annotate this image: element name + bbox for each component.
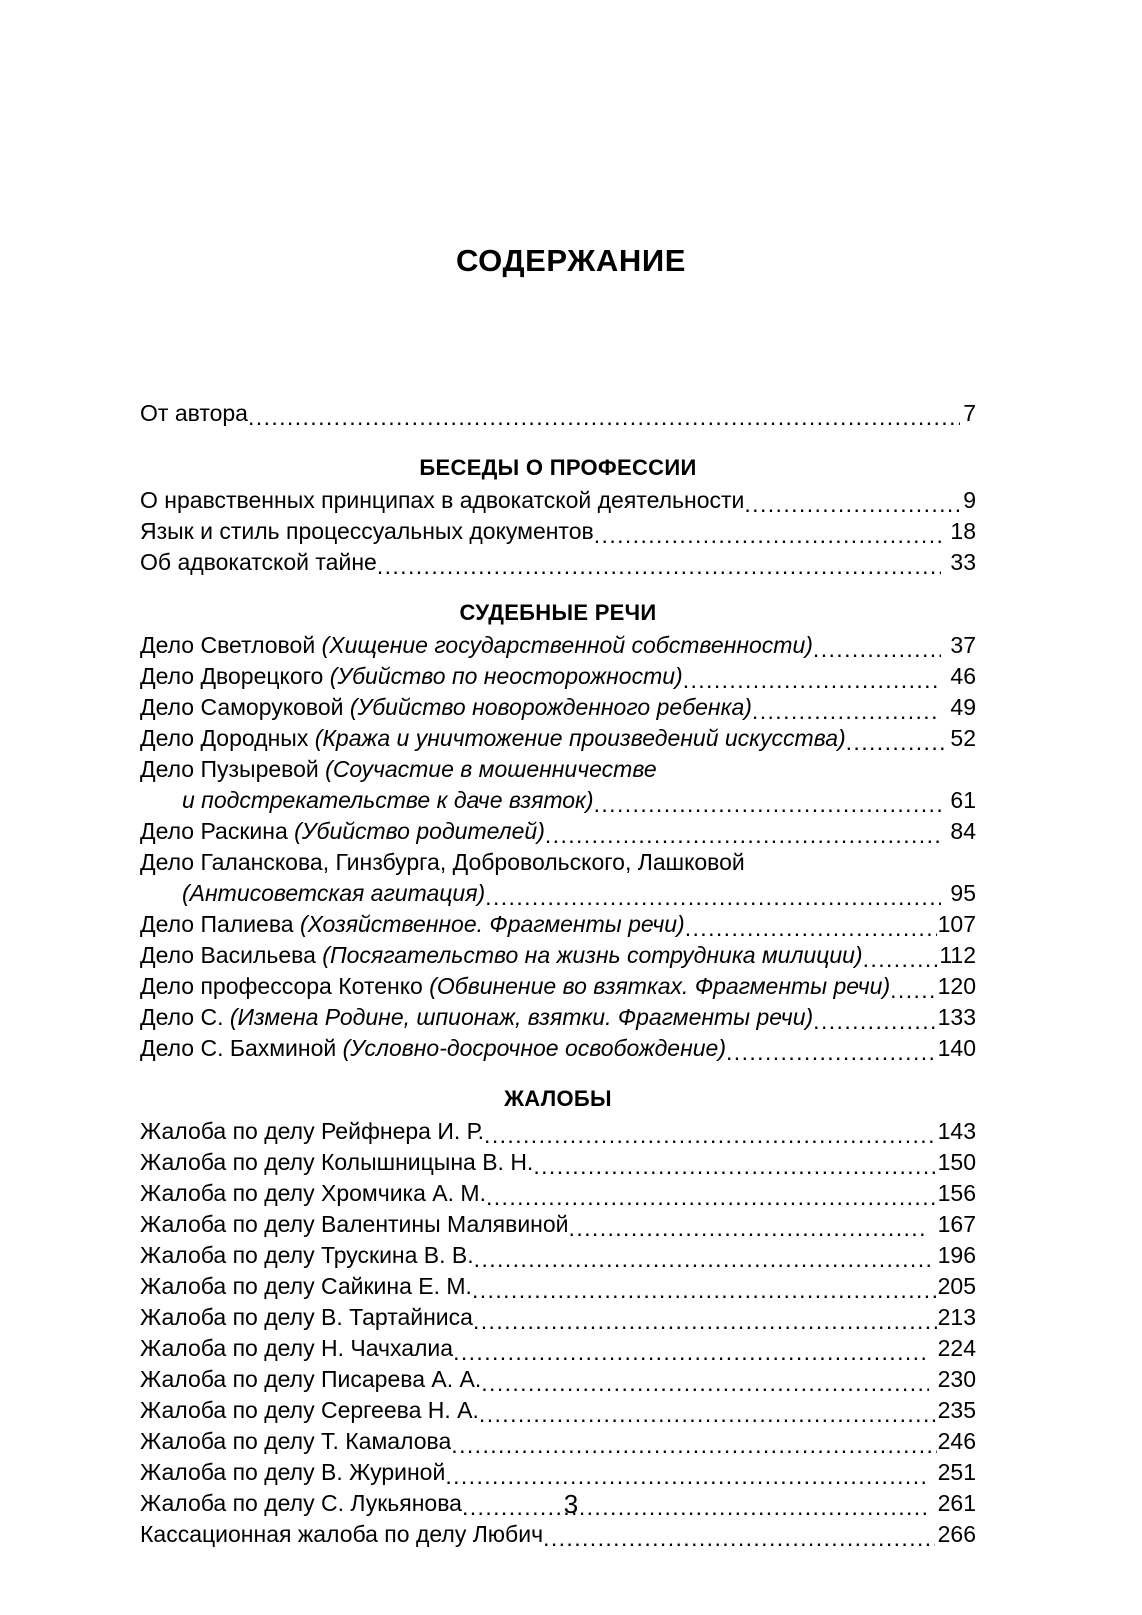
dot-leader [377, 555, 942, 578]
toc-entry-label [140, 909, 685, 940]
toc-entry[interactable] [140, 754, 976, 785]
toc-entry[interactable] [140, 1116, 976, 1147]
page-title: СОДЕРЖАНИЕ [455, 243, 687, 278]
toc-entry-title: Дело Светловой [140, 632, 322, 658]
toc-entry-title: О нравственных принципах в адвокатской деятельности [140, 487, 745, 513]
toc-entry-subtitle: (Хозяйственное. Фрагменты речи) [300, 911, 685, 937]
toc-entry-title: Дело Пузыревой [140, 756, 326, 782]
toc-entry-title: Жалоба по делу Валентины Малявиной [140, 1211, 569, 1237]
toc-entry-title: Дело Дворецкого [140, 663, 330, 689]
dot-leader [545, 824, 942, 847]
toc-entry[interactable] [140, 485, 976, 516]
toc-entry[interactable] [140, 516, 976, 547]
toc-entry[interactable] [140, 1209, 976, 1240]
toc-entry[interactable] [140, 909, 976, 940]
dot-leader [846, 731, 950, 754]
toc-entry-page-number: 37 [950, 632, 976, 658]
toc-entry-title: Дело С. Бахминой [140, 1035, 343, 1061]
toc-entry-page-number: 49 [950, 694, 976, 720]
toc-entry[interactable] [140, 398, 976, 429]
toc-entry-page-number: 33 [950, 549, 976, 575]
toc-entry-title: Дело Саморуковой [140, 694, 350, 720]
toc-entry-title: Жалоба по делу В. Тартайниса [140, 1304, 473, 1330]
toc-entry-page-number: 261 [937, 1490, 976, 1516]
dot-leader [484, 1124, 935, 1147]
toc-entry-label [140, 1395, 479, 1426]
toc-entry-title: Жалоба по делу Т. Камалова [140, 1428, 452, 1454]
toc-entry[interactable] [140, 1033, 976, 1064]
toc-entry-subtitle: (Убийство родителей) [294, 818, 545, 844]
toc-entry-title: Жалоба по делу Колышницына В. Н. [140, 1149, 534, 1175]
toc-entry-title: Дело Раскина [140, 818, 295, 844]
toc-entry[interactable] [140, 1364, 976, 1395]
toc-entry-page-number: 266 [937, 1521, 976, 1547]
toc-entry-page-number: 120 [937, 973, 976, 999]
toc-entry-label [140, 485, 744, 516]
toc-entry-page-number: 150 [937, 1149, 976, 1175]
toc-entry[interactable] [140, 1426, 976, 1457]
toc-entry[interactable] [140, 785, 976, 816]
toc-entry-page-number: 246 [937, 1428, 976, 1454]
toc-entry-label [140, 1002, 813, 1033]
toc-entry-title: Жалоба по делу Сергеева Н. А. [140, 1397, 479, 1423]
toc-entry[interactable] [140, 1240, 976, 1271]
toc-entry-page-number: 205 [937, 1273, 976, 1299]
toc-entry-page-number: 133 [937, 1004, 976, 1030]
toc-entry-page-number: 61 [950, 787, 976, 813]
dot-leader [569, 1217, 929, 1240]
toc-entry[interactable] [140, 1457, 976, 1488]
toc-entry-label [140, 940, 863, 971]
dot-leader [472, 1279, 937, 1302]
toc-entry-title: Жалоба по делу В. Журиной [140, 1459, 446, 1485]
toc-entry-label [140, 547, 377, 578]
dot-leader [813, 1010, 936, 1033]
toc-entry[interactable] [140, 847, 976, 878]
toc-entry-title: Жалоба по делу Писарева А. А. [140, 1366, 482, 1392]
toc-entry-subtitle: (Обвинение во взятках. Фрагменты речи) [429, 973, 891, 999]
dot-leader [813, 638, 942, 661]
toc-entry-page-number: 230 [937, 1366, 976, 1392]
toc-entry-title: Дело Васильева [140, 942, 323, 968]
toc-entry-title: Жалоба по делу Хромчика А. М. [140, 1180, 486, 1206]
toc-entry-label [140, 1364, 481, 1395]
toc-entry-label [140, 516, 594, 547]
toc-entry-title: Жалоба по делу Рейфнера И. Р. [140, 1118, 485, 1144]
toc-entry[interactable] [140, 1178, 976, 1209]
toc-entry-page-number: 224 [937, 1335, 976, 1361]
toc-entry-label [182, 878, 485, 909]
toc-entry-title: Дело С. [140, 1004, 230, 1030]
toc-entry-page-number: 9 [963, 487, 976, 513]
toc-entry-label [140, 692, 752, 723]
toc-entry-title: Жалоба по делу С. Лукьянова [140, 1490, 462, 1516]
toc-entry-label [140, 1457, 445, 1488]
toc-entry-subtitle: (Измена Родине, шпионаж, взятки. Фрагменты речи) [229, 1004, 814, 1030]
dot-leader [890, 979, 937, 1002]
toc-entry-subtitle: и подстрекательстве к даче взяток) [182, 787, 594, 813]
dot-leader [533, 1155, 934, 1178]
toc-entry-subtitle: (Кража и уничтожение произведений искусства) [314, 725, 846, 751]
dot-leader [683, 669, 942, 692]
toc-entry-label [140, 754, 657, 785]
toc-entry[interactable] [140, 816, 976, 847]
toc-entry-title: Язык и стиль процессуальных документов [140, 518, 594, 544]
toc-entry-label [140, 971, 890, 1002]
toc-entry-subtitle: (Убийство новорожденного ребенка) [349, 694, 752, 720]
dot-leader [485, 886, 941, 909]
dot-leader [445, 1465, 928, 1488]
toc-entry-label [140, 1209, 569, 1240]
toc-entry[interactable] [140, 1519, 976, 1550]
toc-entry-page-number: 84 [950, 818, 976, 844]
section-heading: БЕСЕДЫ О ПРОФЕССИИ [419, 455, 697, 480]
dot-leader [752, 700, 942, 723]
dot-leader [594, 524, 942, 547]
toc-entry-page-number: 52 [950, 725, 976, 751]
toc-entry[interactable] [140, 661, 976, 692]
toc-entry[interactable] [140, 1147, 976, 1178]
toc-entry-label [140, 1271, 472, 1302]
toc-entries-container [140, 398, 976, 1550]
toc-entry[interactable] [140, 878, 976, 909]
toc-entry-label [140, 661, 683, 692]
dot-leader [453, 1341, 929, 1364]
toc-entry-subtitle: (Антисоветская агитация) [182, 880, 486, 906]
toc-entry-title: Жалоба по делу Трускина В. В. [140, 1242, 474, 1268]
dot-leader [481, 1372, 928, 1395]
toc-sections [140, 455, 976, 1550]
toc-entry[interactable] [140, 1271, 976, 1302]
toc-entry-title: Дело профессора Котенко [140, 973, 430, 999]
toc-entry[interactable] [140, 1002, 976, 1033]
toc-entry-page-number: 46 [950, 663, 976, 689]
dot-leader [474, 1248, 935, 1271]
toc-entry[interactable] [140, 971, 976, 1002]
toc-entry-label [140, 847, 745, 878]
toc-entry-title: Дело Дородных [140, 725, 315, 751]
toc-entry-page-number: 18 [950, 518, 976, 544]
toc-entry[interactable] [140, 1395, 976, 1426]
toc-entry-subtitle: (Условно-досрочное освобождение) [342, 1035, 726, 1061]
toc-entry-label [140, 1333, 453, 1364]
toc-entry-title: Жалоба по делу Сайкина Е. М. [140, 1273, 472, 1299]
dot-leader [685, 917, 937, 940]
toc-entry-label [140, 630, 813, 661]
dot-leader [594, 793, 942, 816]
dot-leader [486, 1186, 937, 1209]
toc-entry-page-number: 107 [937, 911, 976, 937]
toc-entry-label [140, 1519, 543, 1550]
section-heading: СУДЕБНЫЕ РЕЧИ [459, 600, 657, 625]
dot-leader [744, 493, 962, 516]
section-heading: ЖАЛОБЫ [504, 1086, 612, 1111]
toc-entry-title: Жалоба по делу Н. Чачхалиа [140, 1335, 454, 1361]
toc-entry-subtitle: (Посягательство на жизнь сотрудника милиции) [322, 942, 863, 968]
toc-entry-subtitle: (Хищение государственной собственности) [321, 632, 813, 658]
dot-leader [473, 1310, 937, 1333]
toc-entry-label [140, 1116, 484, 1147]
toc-entry-label [140, 1178, 486, 1209]
toc-entry-page-number: 213 [937, 1304, 976, 1330]
toc-entry-page-number: 196 [937, 1242, 976, 1268]
toc-entry-label [140, 1033, 726, 1064]
toc-entry-title: Об адвокатской тайне [140, 549, 377, 575]
toc-entry[interactable] [140, 1302, 976, 1333]
toc-entry-page-number: 235 [937, 1397, 976, 1423]
toc-entry[interactable] [140, 940, 976, 971]
toc-entry-page-number: 7 [963, 400, 976, 426]
toc-entry-page-number: 112 [939, 942, 976, 968]
toc-entry[interactable] [140, 630, 976, 661]
toc-entry-label: От автора [140, 400, 248, 426]
dot-leader [248, 406, 960, 429]
toc-entry-subtitle: (Соучастие в мошенничестве [325, 756, 657, 782]
toc-entry-title: Дело Палиева [140, 911, 300, 937]
toc-entry[interactable] [140, 1333, 976, 1364]
dot-leader [863, 948, 939, 971]
toc-entry-label [140, 816, 545, 847]
toc-entry-page-number: 143 [937, 1118, 976, 1144]
dot-leader [726, 1041, 937, 1064]
dot-leader [451, 1434, 936, 1457]
toc-entry-subtitle: (Убийство по неосторожности) [329, 663, 683, 689]
toc-entry[interactable] [140, 723, 976, 754]
toc-entry[interactable] [140, 692, 976, 723]
toc-entry-label [140, 1240, 474, 1271]
toc-entry-title: Дело Галанскова, Гинзбурга, Добровольского, Лашковой [140, 849, 745, 875]
dot-leader [479, 1403, 937, 1426]
toc-entry-label [140, 1147, 533, 1178]
toc-entry-label [140, 1302, 473, 1333]
toc-entry-label [140, 1426, 451, 1457]
toc-entry-page-number: 156 [937, 1180, 976, 1206]
toc-entry[interactable] [140, 547, 976, 578]
toc-entry-page-number: 95 [950, 880, 976, 906]
toc-entry-page-number: 167 [937, 1211, 976, 1237]
toc-entry-label [182, 785, 594, 816]
toc-entry-label [140, 723, 846, 754]
dot-leader [543, 1527, 935, 1550]
toc-entry-title: Кассационная жалоба по делу Любич [140, 1521, 544, 1547]
page-folio: 3 [563, 1489, 579, 1519]
toc-entry-page-number: 140 [937, 1035, 976, 1061]
toc-entry-page-number: 251 [937, 1459, 976, 1485]
